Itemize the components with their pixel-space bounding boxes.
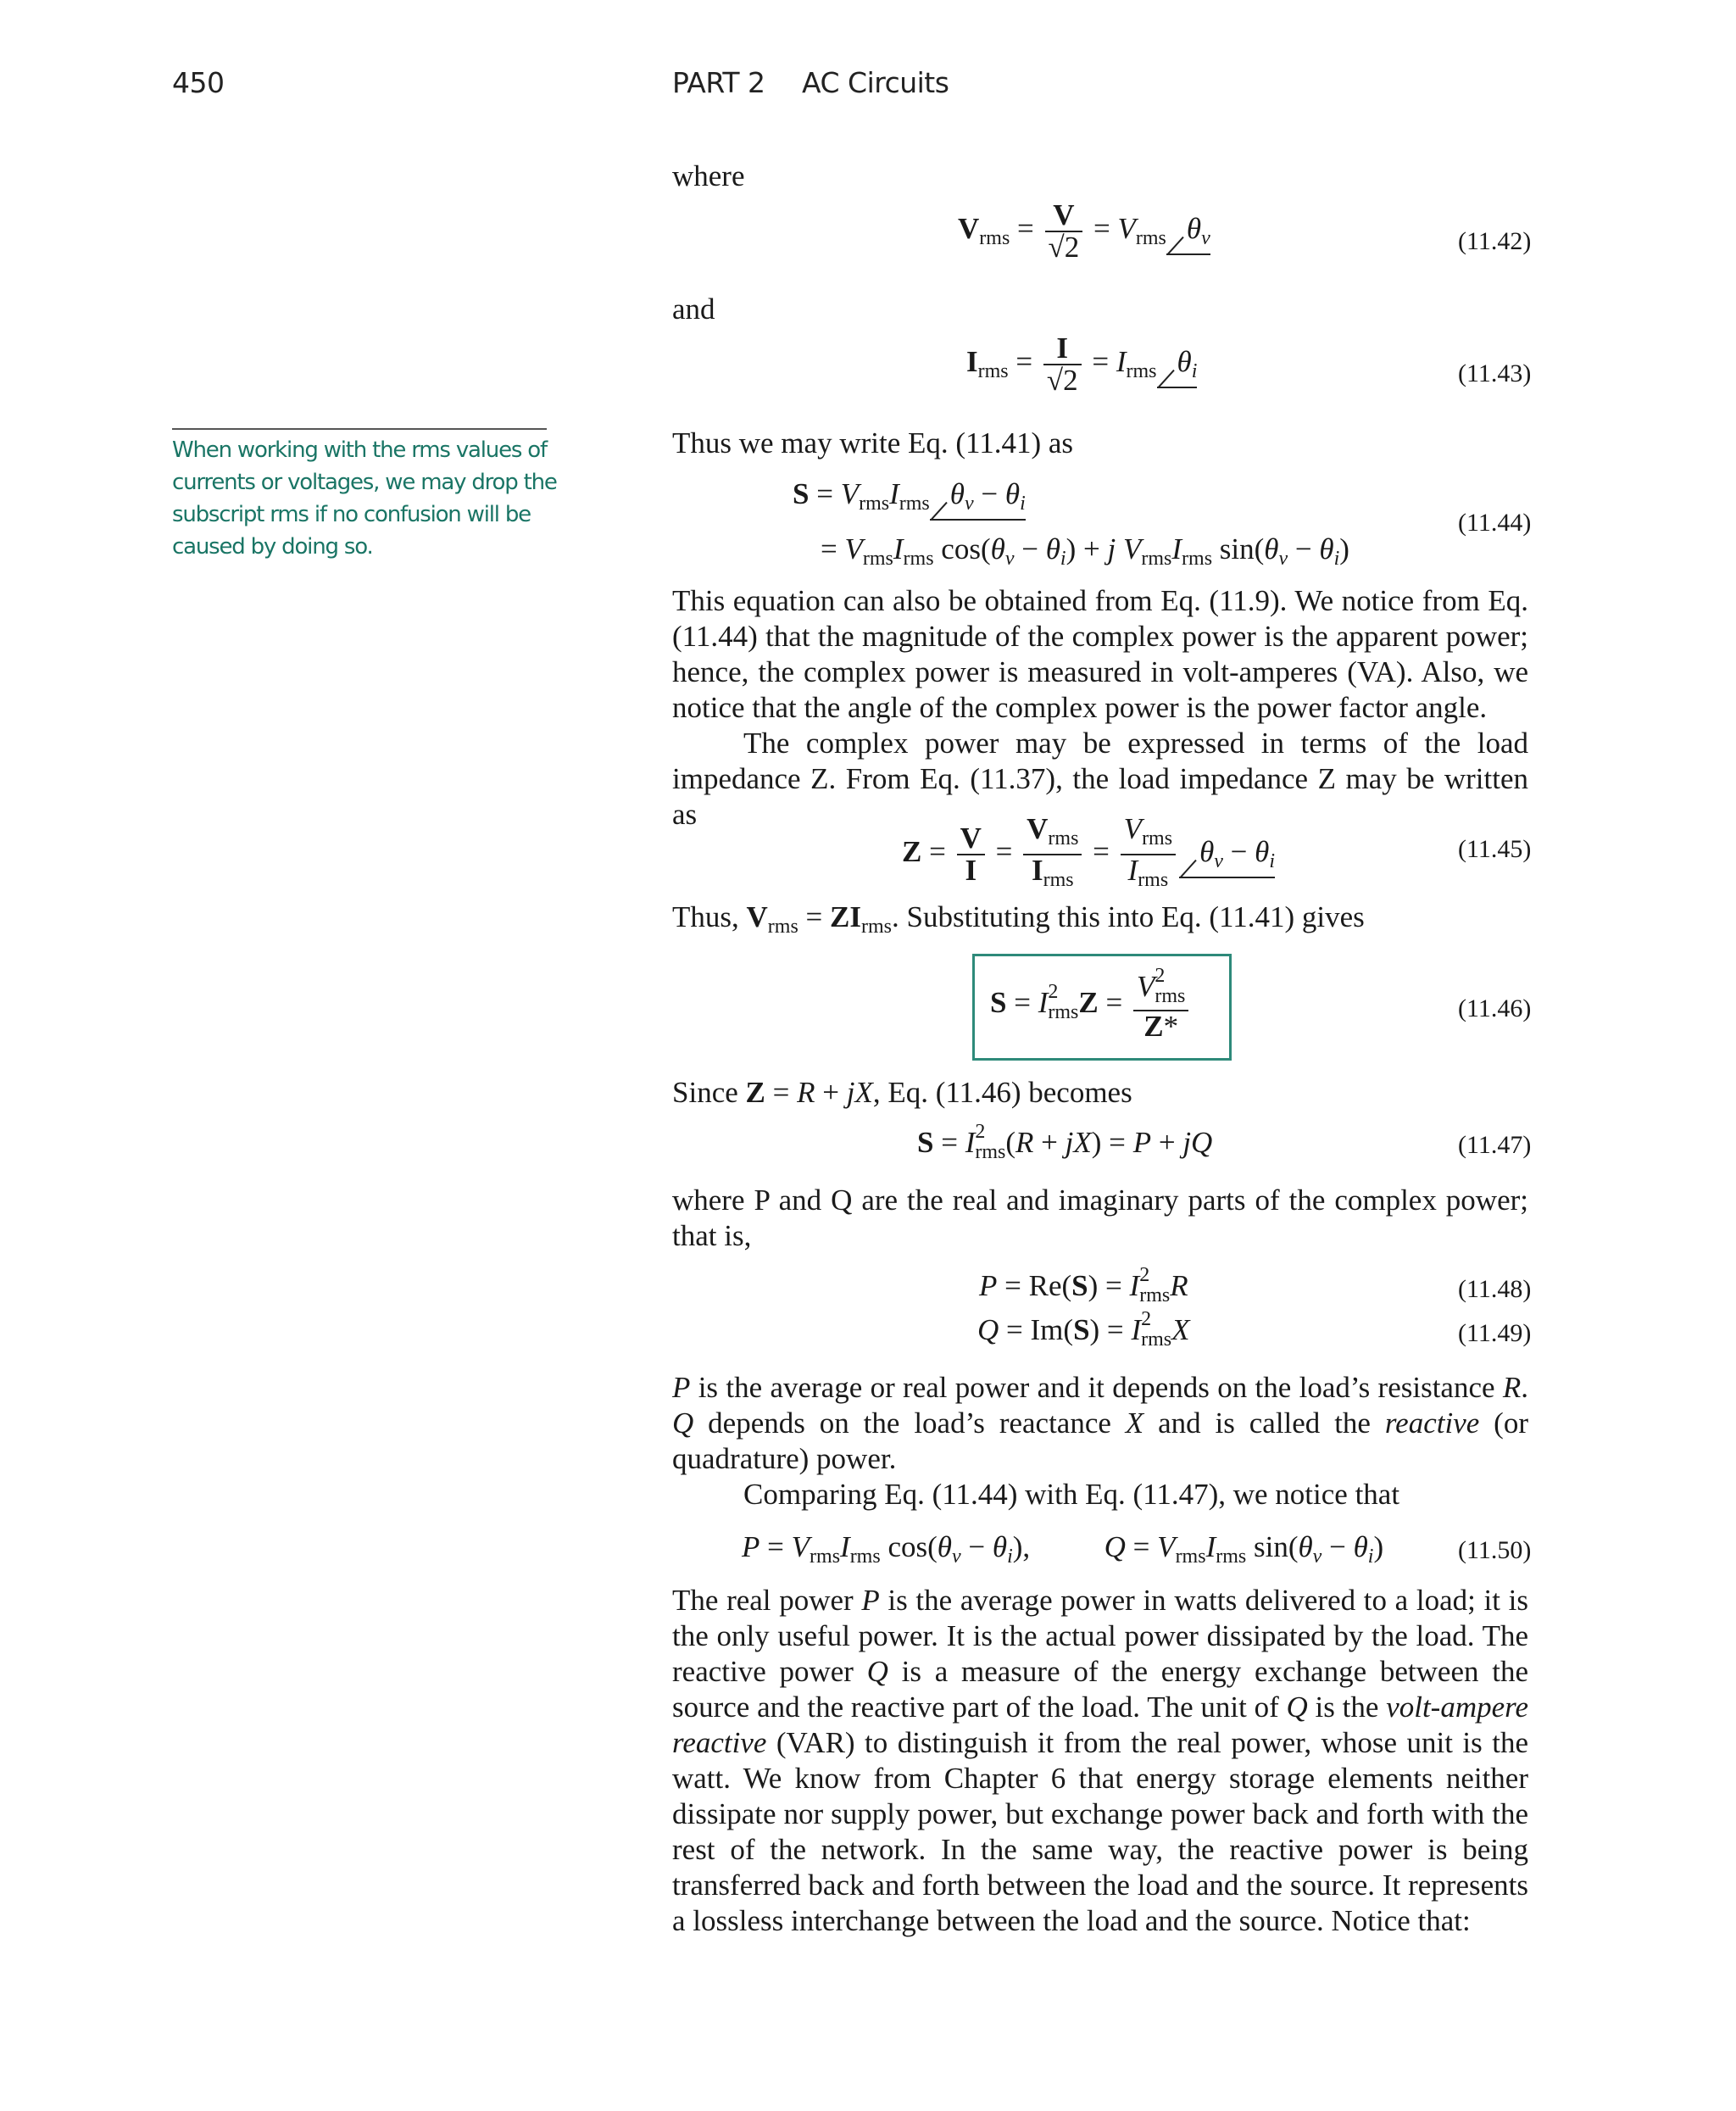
paragraph-3-d: (or quadrature) power. (672, 1406, 1528, 1475)
text-since-a: Since (672, 1076, 746, 1109)
text-where: where (672, 159, 745, 192)
equation-11-44-line1: $S = V_{rms}I_{rms}$ $\theta_v - \theta_i$ (793, 477, 1026, 521)
equation-number: (11.43) (1458, 359, 1532, 387)
equation-number: (11.42) (1458, 227, 1532, 255)
text-where-pq: where P and Q are the real and imaginary parts of the complex power; that is, (672, 1184, 1528, 1252)
chapter-title: AC Circuits (802, 66, 949, 99)
equation-number: (11.48) (1458, 1275, 1532, 1303)
equation-number: (11.49) (1458, 1319, 1532, 1347)
paragraph-4-b: is the average power in watts delivered to a load; it is the only useful power. It is the actual power dissipated by the load. The reactive power (672, 1584, 1528, 1688)
paragraph-3-c: and is called the (1143, 1406, 1385, 1440)
paragraph-4-c: is a measure of the energy exchange between the source and the reactive part of the load. The unit of (672, 1655, 1528, 1724)
equation-number: (11.46) (1458, 994, 1532, 1022)
paragraph-4-var: volt-ampere reactive (672, 1690, 1529, 1759)
paragraph-4-a: The real power (672, 1584, 862, 1617)
equation-11-47: S = I 2 rms (R + jX) = P + jQ (917, 1121, 1213, 1163)
part-label: PART 2 (672, 66, 765, 99)
text-comparing-content: Comparing Eq. (11.44) with Eq. (11.47), we notice that (743, 1478, 1400, 1511)
equation-number: (11.44) (1458, 509, 1532, 537)
page-number: 450 (172, 66, 225, 99)
equation-number: (11.50) (1458, 1536, 1532, 1564)
equation-11-46: S = I 2 rms Z = V 2 rms Z* (990, 969, 1192, 1042)
paragraph-3: P is the average or real power and it depends on the load’s resistance R. Q depends on the load’s reactance X and is called the reactive (or quadrature) power. (672, 1371, 1528, 1475)
paragraph-3-a: is the average or real power and it depends on the load’s resistance (690, 1371, 1503, 1404)
paragraph-2-text: The complex power may be expressed in terms of the load impedance Z. From Eq. (11.37), the load impedance Z may be written as (672, 727, 1528, 831)
equation-11-48: P = Re(S) = I 2 rms R (979, 1264, 1188, 1306)
paragraph-4: The real power P is the average power in watts delivered to a load; it is the only useful power. It is the actual power dissipated by the load. The reactive power Q is a measure of the energy exchange between the source and the reactive part of the load. The unit of Q is the volt-ampere reactive (VAR) to distinguish it from the real power, whose unit is the watt. We know from Chapter 6 that energy storage elements neither dissipate nor supply power, but exchange power back and forth with the rest of the network. In the same way, the reactive power is being transferred back and forth between the load and the source. It represents a lossless interchange between the load and the source. Notice that: (672, 1584, 1529, 1937)
equation-11-43: $I_{rms}$ = $\frac{I}{√2}$ = $I_{rms}$ $\theta_i$ (966, 331, 1198, 397)
paragraph-1: This equation can also be obtained from Eq. (11.9). We notice from Eq. (11.44) that the magnitude of the complex power is the apparent power; hence, the complex power is measured in volt-amperes (VA). Also, we notice that the angle of the complex power is the power factor angle. (672, 584, 1528, 724)
text-thus-vrms-a: Thus, (672, 900, 747, 933)
text-comparing (672, 1477, 1528, 1512)
margin-note-rule (172, 428, 547, 430)
paragraph-3-b: depends on the load’s reactance (693, 1406, 1126, 1440)
text-thus-vrms-b: . Substituting this into Eq. (11.41) gives (892, 900, 1365, 933)
equation-11-44-line2: = $V_{rms}I_{rms}$ $\cos(\theta_v - \theta_i) + j$ $V_{rms}I_{rms}$ $\sin(\theta_v - \theta_i)$ (821, 532, 1349, 570)
paragraph-4-e: (VAR) to distinguish it from the real power, whose unit is the watt. We know from Chapter 6 that energy storage elements neither dissipate nor supply power, but exchange power back and forth with the rest of the network. In the same way, the reactive power is being transferred back and forth between the load and the source. It represents a lossless interchange between the load and the source. Notice that: (672, 1726, 1528, 1937)
equation-11-45: Z = $\frac{V}{I}$ = $\frac{V_{rms}}{I_{rms}}$ = $\frac{V_{rms}}{I_{rms}}$ $\theta_v - \theta_i$ (902, 812, 1276, 891)
text-since-b: , Eq. (11.46) becomes (872, 1076, 1132, 1109)
text-thus-write: Thus we may write Eq. (11.41) as (672, 426, 1074, 460)
equation-11-50: $P = V_{rms}I_{rms}$ $\cos(\theta_v - \theta_i)$, $Q = V_{rms}I_{rms}$ $\sin(\theta_v - \theta_i)$ (742, 1530, 1384, 1568)
equation-number: (11.45) (1458, 835, 1532, 863)
equation-number: (11.47) (1458, 1131, 1532, 1159)
paragraph-4-d: is the (1307, 1690, 1387, 1724)
text-thus-vrms: Thus, $V_{rms} = ZI_{rms}$. Substituting this into Eq. (11.41) gives (672, 900, 1365, 938)
text-since: Since Z = R + jX, Eq. (11.46) becomes (672, 1076, 1132, 1109)
equation-11-49: Q = Im(S) = I 2 rms X (977, 1308, 1190, 1351)
text-and: and (672, 292, 715, 326)
equation-11-42: $V_{rms}$ = $\frac{V}{√2}$ = $V_{rms}$ $\theta_v$ (958, 198, 1210, 264)
margin-note: When working with the rms values of currents or voltages, we may drop the subscript rms if no confusion will be caused by doing so. (172, 437, 557, 560)
paragraph-3-reactive: reactive (1384, 1406, 1480, 1440)
